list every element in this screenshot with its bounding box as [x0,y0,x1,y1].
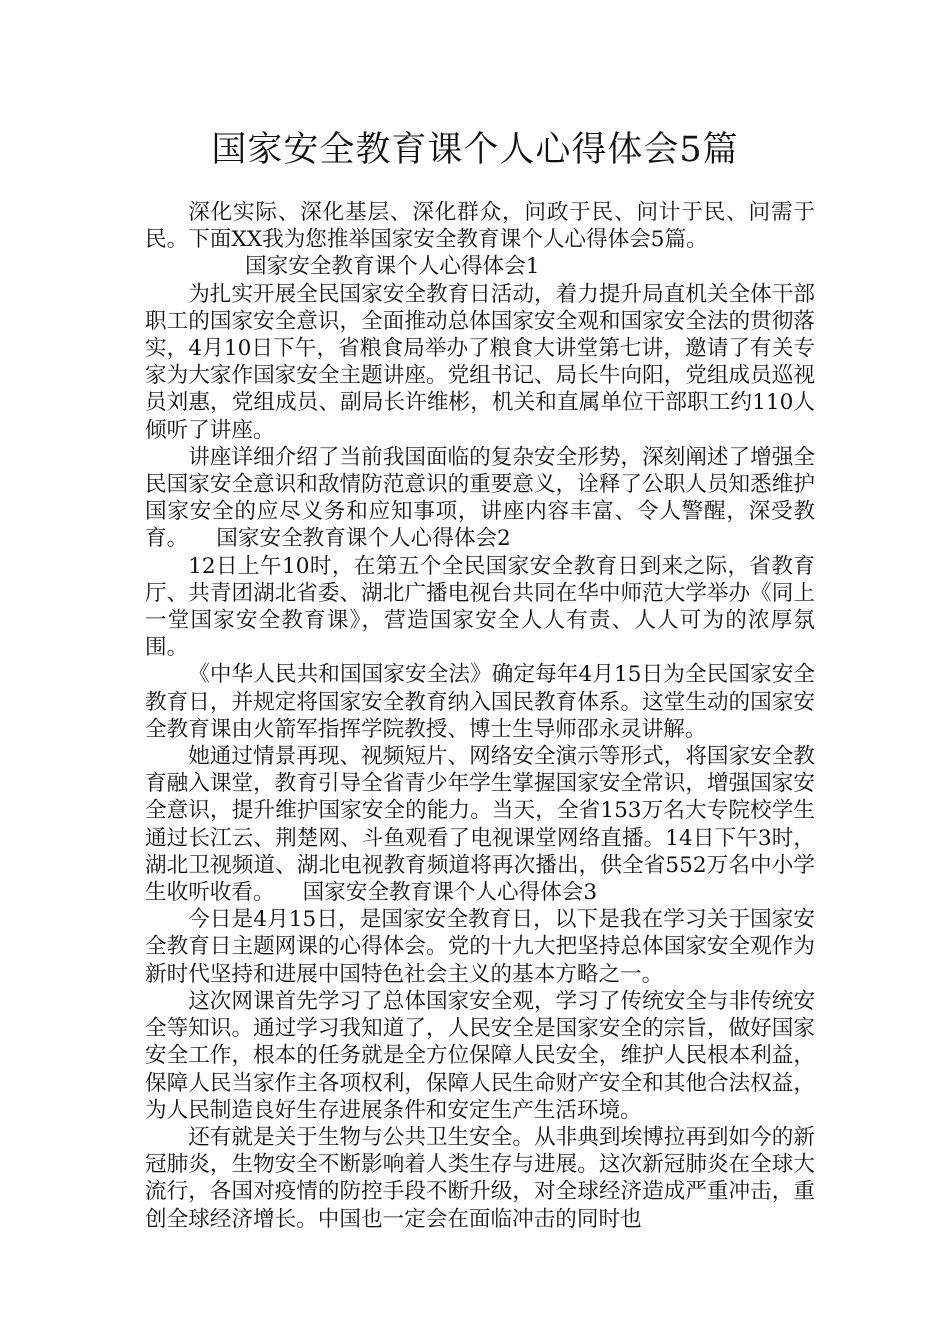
paragraph-6: 今日是4月15日，是国家安全教育日，以下是我在学习关于国家安全教育日主题网课的心得体会。党的十九大把坚持总体国家安全观作为新时代坚持和进展中国特色社会主义的基本方略之一。 [145,907,815,987]
paragraph-4: 《中华人民共和国国家安全法》确定每年4月15日为全民国家安全教育日，并规定将国家安全教育纳入国民教育体系。这堂生动的国家安全教育课由火箭军指挥学院教授、博士生导师邵永灵讲解。 [145,662,815,742]
section-heading-1: 国家安全教育课个人心得体会1 [245,254,540,280]
intro-paragraph: 深化实际、深化基层、深化群众，问政于民、问计于民、问需于民。下面XX我为您推举国家安全教育课个人心得体会5篇。 [145,200,815,253]
section-heading-2: 国家安全教育课个人心得体会2 [216,526,511,552]
document-body [145,199,815,1233]
paragraph-1: 为扎实开展全民国家安全教育日活动，着力提升局直机关全体干部职工的国家安全意识，全面推动总体国家安全观和国家安全法的贯彻落实，4月10日下午，省粮食局举办了粮食大讲堂第七讲，邀请了有关专家为大家作国家安全主题讲座。党组书记、局长牛向阳，党组成员巡视员刘惠，党组成员、副局长许维彬，机关和直属单位干部职工约110人倾听了讲座。 [145,281,815,443]
paragraph-7: 这次网课首先学习了总体国家安全观，学习了传统安全与非传统安全等知识。通过学习我知道了，人民安全是国家安全的宗旨，做好国家安全工作，根本的任务就是全方位保障人民安全，维护人民根本利益，保障人民当家作主各项权利，保障人民生命财产安全和其他合法权益，为人民制造良好生存进展条件和安定生产生活环境。 [145,988,815,1123]
paragraph-2 [145,444,815,553]
paragraph-5 [145,743,815,906]
paragraph-8: 还有就是关于生物与公共卫生安全。从非典到埃博拉再到如今的新冠肺炎，生物安全不断影响着人类生存与进展。这次新冠肺炎在全球大流行，各国对疫情的防控手段不断升级，对全球经济造成严重冲击，重创全球经济增长。中国也一定会在面临冲击的同时也 [145,1124,815,1232]
document-title: 国家安全教育课个人心得体会5篇 [211,130,739,170]
paragraph-2-text: 讲座详细介绍了当前我国面临的复杂安全形势，深刻阐述了增强全民国家安全意识和敌情防范意识的重要意义，诠释了公职人员知悉维护国家安全的应尽义务和应知事项，讲座内容丰富、令人警醒，深受教育。 [145,444,815,552]
section-heading-3: 国家安全教育课个人心得体会3 [302,880,598,906]
paragraph-5-text: 她通过情景再现、视频短片、网络安全演示等形式，将国家安全教育融入课堂，教育引导全省青少年学生掌握国家安全常识，增强国家安全意识，提升维护国家安全的能力。当天，全省153万名大专院校学生通过长江云、荆楚网、斗鱼观看了电视课堂网络直播。14日下午3时，湖北卫视频道、湖北电视教育频道将再次播出，供全省552万名中小学生收听收看。 [145,744,815,906]
paragraph-3: 12日上午10时，在第五个全民国家安全教育日到来之际，省教育厅、共青团湖北省委、湖北广播电视台共同在华中师范大学举办《同上一堂国家安全教育课》，营造国家安全人人有责、人人可为的浓厚氛围。 [145,553,815,661]
